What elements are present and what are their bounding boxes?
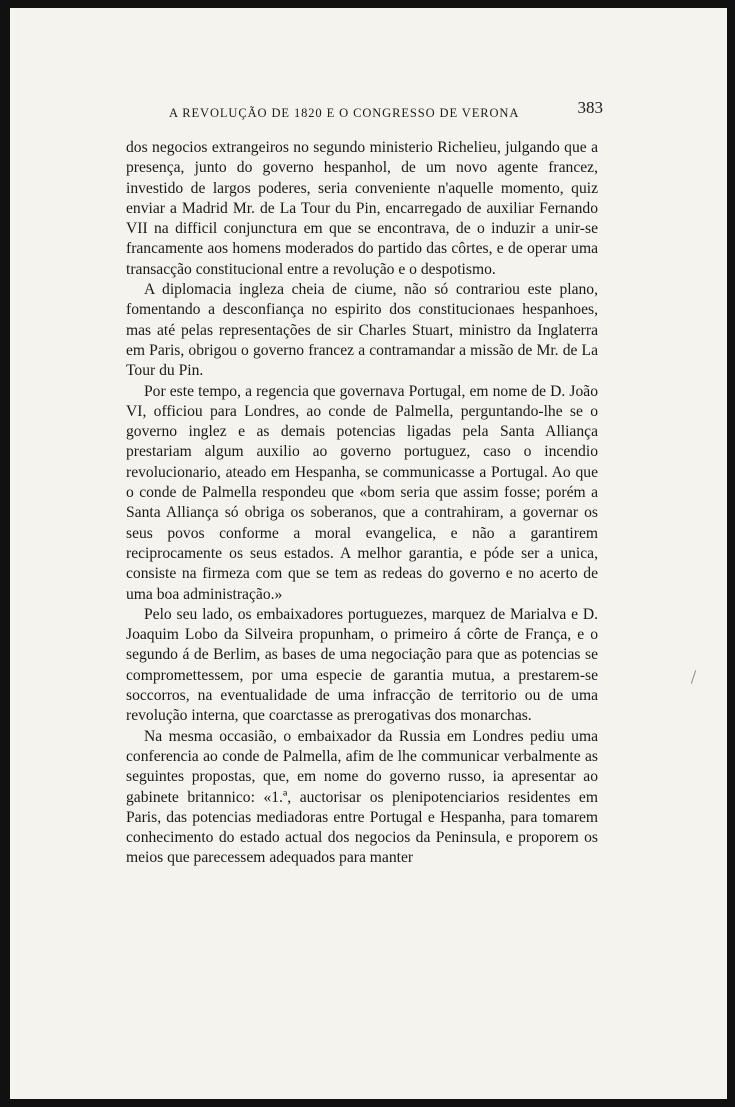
paragraph-4: Pelo seu lado, os embaixadores portuguezes, marquez de Marialva e D. Joaquim Lobo da Silveira propunham, o primeiro á côrte de França, e o segundo á de Berlim, as bases de uma negociação para que as potencias se compromettessem, por uma especie de garantia mutua, a prestarem-se soccorros, na eventualidade de uma infracção de territorio ou de uma revolução interna, que coarctasse as prerogativas dos monarchas. — [126, 605, 598, 725]
page-header — [169, 98, 603, 128]
paragraph-2: A diplomacia ingleza cheia de ciume, não só contrariou este plano, fomentando a desconfiança no espirito dos constitucionaes hespanhoes, mas até pelas representações de sir Charles Stuart, ministro da Inglaterra em Paris, obrigou o governo francez a contramandar a missão de Mr. de La Tour du Pin. — [126, 281, 598, 380]
paragraph-3: Por este tempo, a regencia que governava Portugal, em nome de D. João VI, officiou para Londres, ao conde de Palmella, perguntando-lhe se o governo inglez e as demais potencias ligadas pela Santa Alliança prestariam algum auxilio ao governo portuguez, caso o incendio revolucionario, ateado em Hespanha, se communicasse a Portugal. Ao que o conde de Palmella respondeu que «bom seria que assim fosse; porém a Santa Alliança só obriga os soberanos, que a contrahiram, a governar os seus povos conforme a moral evangelica, e não a garantirem reciprocamente os seus estados. A melhor garantia, e póde ser a unica, consiste na firmeza com que se tem as redeas do governo e no acerto de uma boa administração.» — [126, 382, 598, 603]
margin-pencil-mark — [691, 670, 696, 684]
body-text — [126, 138, 598, 869]
paragraph-5: Na mesma occasião, o embaixador da Russia em Londres pediu uma conferencia ao conde de Palmella, afim de lhe communicar verbalmente as seguintes propostas, que, em nome do governo russo, ia apresentar ao gabinete britannico: «1.ª, auctorisar os plenipotenciarios residentes em Paris, das potencias mediadoras entre Portugal e Hespanha, para tomarem conhecimento do estado actual dos negocios da Peninsula, e proporem os meios que parecessem adequados para manter — [126, 727, 598, 867]
running-title: A REVOLUÇÃO DE 1820 E O CONGRESSO DE VERONA — [169, 106, 520, 120]
paragraph-1: dos negocios extrangeiros no segundo ministerio Richelieu, julgando que a presença, junto do governo hespanhol, de um novo agente francez, investido de largos poderes, seria conveniente n'aquelle momento, quiz enviar a Madrid Mr. de La Tour du Pin, encarregado de auxiliar Fernando VII na difficil conjunctura em que se encontrava, de o induzir a unir-se francamente aos homens moderados do partido das côrtes, e de operar uma transacção constitucional entre a revolução e o despotismo. — [126, 139, 598, 278]
book-page — [10, 8, 727, 1099]
page-number: 383 — [577, 98, 603, 117]
